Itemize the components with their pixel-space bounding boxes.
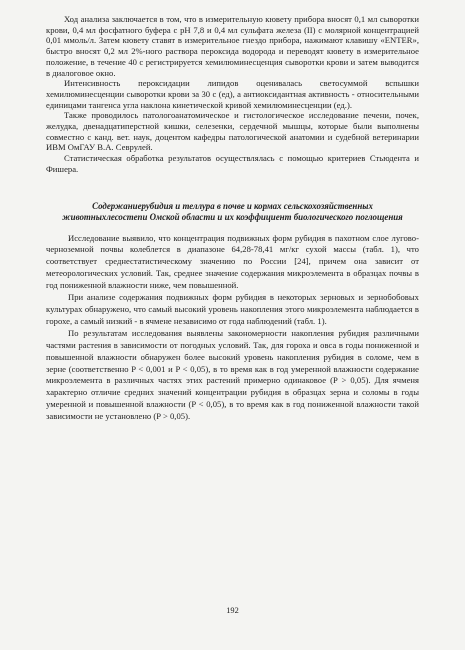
paragraph: Также проводилось патологоанатомическое и гистологическое исследование печени, почек, желудка, двенадцатиперстной кишки, селезенки, сердечной мышцы, которые были выполнены совместно с канд. вет. наук, доцентом кафедры патологической анатомии и судебной ветеринарии ИВМ ОмГАУ В.А. Севрулей.	[46, 110, 419, 153]
methods-block	[46, 14, 419, 175]
paragraph: Интенсивность пероксидации липидов оценивалась светосуммой вспышки хемилюминесценции сыворотки крови за 30 с (ед), а антиоксидантная активность - относительными единицами тангенса угла наклона кинетической кривой хемилюминесценции (ед.).	[46, 78, 419, 110]
paragraph: Статистическая обработка результатов осуществлялась с помощью критериев Стьюдента и Фишера.	[46, 153, 419, 174]
paragraph: Исследование выявило, что концентрация подвижных форм рубидия в пахотном слое лугово-черноземной почвы колеблется в диапазоне 64,28-78,41 мг/кг сухой массы (табл. 1), что соответствует среднестатистическому значению по России [24], причем она зависит от метеорологических условий. Так, среднее значение содержания микроэлемента в образцах почвы в год пониженной влажности ниже, чем повышенной.	[46, 232, 419, 291]
section-heading: Содержаниерубидия и теллура в почве и кормах сельскохозяйственных животныхлесостепи Омской области и их коэффициент биологического поглощения	[62, 200, 403, 222]
paragraph: По результатам исследования выявлены закономерности накопления рубидия различными частями растения в зависимости от погодных условий. Так, для гороха и овса в годы пониженной и повышенной влажности обнаружен более высокий уровень накопления рубидия в соломе, чем в зерне (соответственно P < 0,001 и P < 0,05), в то время как в год умеренной влажности содержание микроэлемента в различных частях этих растений примерно одинаковое (P > 0,05). Для ячменя характерно отличие средних значений концентрации рубидия в образцах зерна и соломы в годы умеренной и повышенной влажности (P < 0,05), в то время как в год пониженной влажности такой зависимости не установлено (P > 0,05).	[46, 327, 419, 422]
paragraph: Ход анализа заключается в том, что в измерительную кювету прибора вносят 0,1 мл сыворотки крови, 0,4 мл фосфатного буфера с pH 7,8 и 0,4 мл сульфата железа (II) с молярной концентрацией 0,01 ммоль/л. Затем кювету ставят в измерительное гнездо прибора, нажимают клавишу «ENTER», быстро вносят 0,2 мл 2%-ного раствора пероксида водорода и переводят кювету в измерительное положение, в течение 40 с регистрируется хемилюминесценция сыворотки крови и затем выводится в диалоговое окно.	[46, 14, 419, 78]
results-block	[46, 233, 419, 424]
page-number: 192	[226, 606, 239, 615]
paragraph: При анализе содержания подвижных форм рубидия в некоторых зерновых и зернобобовых культурах обнаружено, что самый высокий уровень накопления этого микроэлемента наблюдается в горохе, а самый низкий - в ячмене независимо от года наблюдений (табл. 1).	[46, 292, 419, 326]
